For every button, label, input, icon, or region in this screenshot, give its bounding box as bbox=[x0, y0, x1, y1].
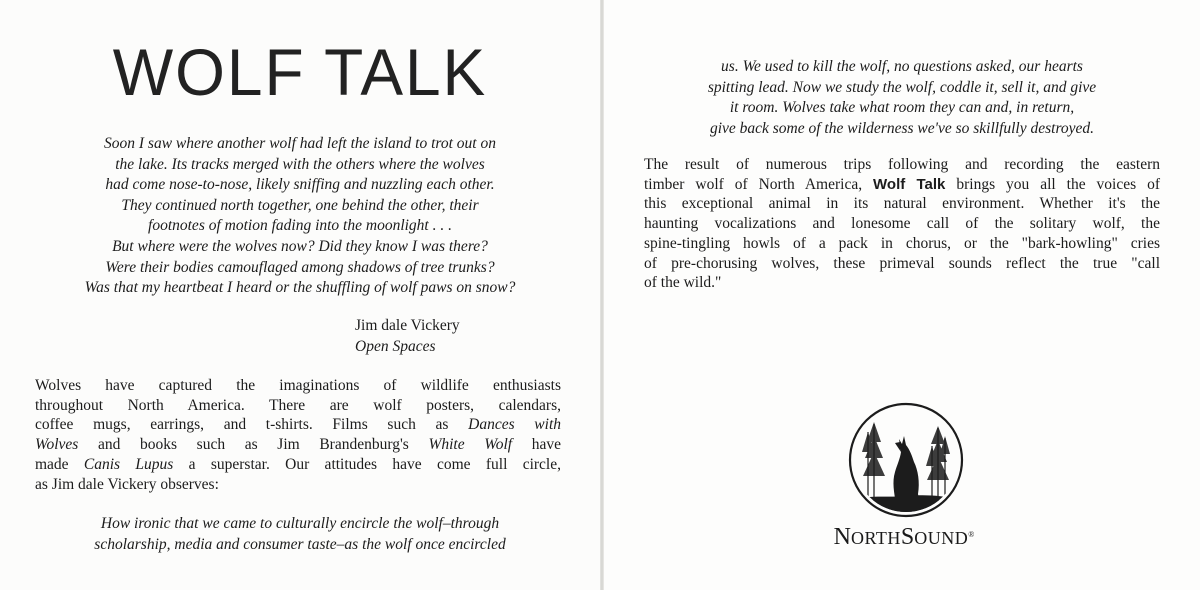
epigraph-line: They continued north together, one behind the other, their bbox=[121, 196, 479, 214]
intro-line bbox=[35, 455, 561, 475]
quote-right bbox=[624, 57, 1180, 139]
attribution-author: Jim dale Vickery bbox=[355, 317, 460, 334]
film-title: Wolves bbox=[35, 436, 79, 454]
album-name: Wolf Talk bbox=[873, 175, 946, 193]
epigraph-line: the lake. Its tracks merged with the others where the wolves bbox=[115, 155, 485, 173]
book-title: White Wolf bbox=[428, 436, 513, 454]
epigraph-paragraph-1 bbox=[20, 134, 580, 237]
description-line: spine-tingling howls of a pack in chorus, or the "bark-howling" cries bbox=[644, 234, 1160, 252]
description-text: timber wolf of North America, bbox=[644, 175, 863, 193]
description-line: haunting vocalizations and lonesome call of the solitary wolf, the bbox=[644, 215, 1160, 233]
intro-text: have bbox=[531, 436, 561, 454]
quote-line: it room. Wolves take what room they can and, in return, bbox=[729, 99, 1075, 116]
intro-line: Wolves have captured the imaginations of wildlife enthusiasts bbox=[35, 377, 561, 394]
quote-line: scholarship, media and consumer taste–as the wolf once encircled bbox=[94, 535, 506, 553]
wordmark-letters: OUND bbox=[914, 528, 969, 548]
attribution-work: Open Spaces bbox=[355, 337, 436, 355]
epigraph-line: Were their bodies camouflaged among shadows of tree trunks? bbox=[105, 258, 495, 276]
wordmark-letter: S bbox=[900, 524, 915, 550]
description-line bbox=[644, 175, 1160, 195]
northsound-logo bbox=[804, 524, 1004, 551]
intro-text: a superstar. Our attitudes have come full circle, bbox=[188, 455, 561, 473]
howling-wolf-icon bbox=[848, 402, 964, 518]
description-line: this exceptional animal in its natural environment. Whether it's the bbox=[644, 195, 1160, 213]
wordmark-letters: ORTH bbox=[850, 528, 901, 548]
quote-line: give back some of the wilderness we've so skillfully destroyed. bbox=[709, 119, 1095, 137]
page-title: WOLF TALK bbox=[112, 35, 488, 109]
epigraph-line: Soon I saw where another wolf had left the island to trot out on bbox=[104, 135, 496, 152]
epigraph-line: footnotes of motion fading into the moonlight . . . bbox=[148, 217, 452, 234]
epigraph-paragraph-2 bbox=[20, 237, 580, 299]
quote-line: spitting lead. Now we study the wolf, coddle it, sell it, and give bbox=[707, 78, 1097, 96]
intro-line bbox=[35, 415, 561, 435]
intro-line bbox=[35, 435, 561, 455]
species-name: Canis Lupus bbox=[83, 455, 174, 473]
intro-text: made bbox=[35, 455, 69, 473]
wordmark-letter: N bbox=[833, 524, 851, 550]
epigraph-line: Was that my heartbeat I heard or the shuffling of wolf paws on snow? bbox=[84, 279, 516, 296]
description-text: brings you all the voices of bbox=[956, 175, 1161, 193]
description-line: of the wild." bbox=[644, 274, 722, 292]
intro-paragraph bbox=[35, 376, 561, 494]
description-line: The result of numerous trips following and recording the eastern bbox=[644, 156, 1160, 173]
intro-line: as Jim dale Vickery observes: bbox=[35, 475, 219, 493]
description-line: of pre-chorusing wolves, these primeval sounds reflect the true "call bbox=[644, 254, 1160, 272]
intro-text: and books such as Jim Brandenburg's bbox=[97, 436, 409, 454]
epigraph-line: had come nose-to-nose, likely sniffing and nuzzling each other. bbox=[105, 176, 495, 193]
description-paragraph bbox=[644, 155, 1160, 293]
epigraph-line: But where were the wolves now? Did they know I was there? bbox=[112, 238, 488, 255]
attribution bbox=[355, 316, 460, 357]
registered-mark: ® bbox=[968, 530, 975, 539]
quote-line: us. We used to kill the wolf, no questions asked, our hearts bbox=[721, 58, 1083, 75]
quote-left bbox=[20, 514, 580, 555]
quote-line: How ironic that we came to culturally encircle the wolf–through bbox=[100, 515, 500, 532]
intro-line: throughout North America. There are wolf posters, calendars, bbox=[35, 396, 561, 414]
right-page bbox=[604, 0, 1200, 590]
film-title: Dances with bbox=[468, 416, 561, 434]
intro-text: coffee mugs, earrings, and t-shirts. Films such as bbox=[35, 416, 449, 434]
